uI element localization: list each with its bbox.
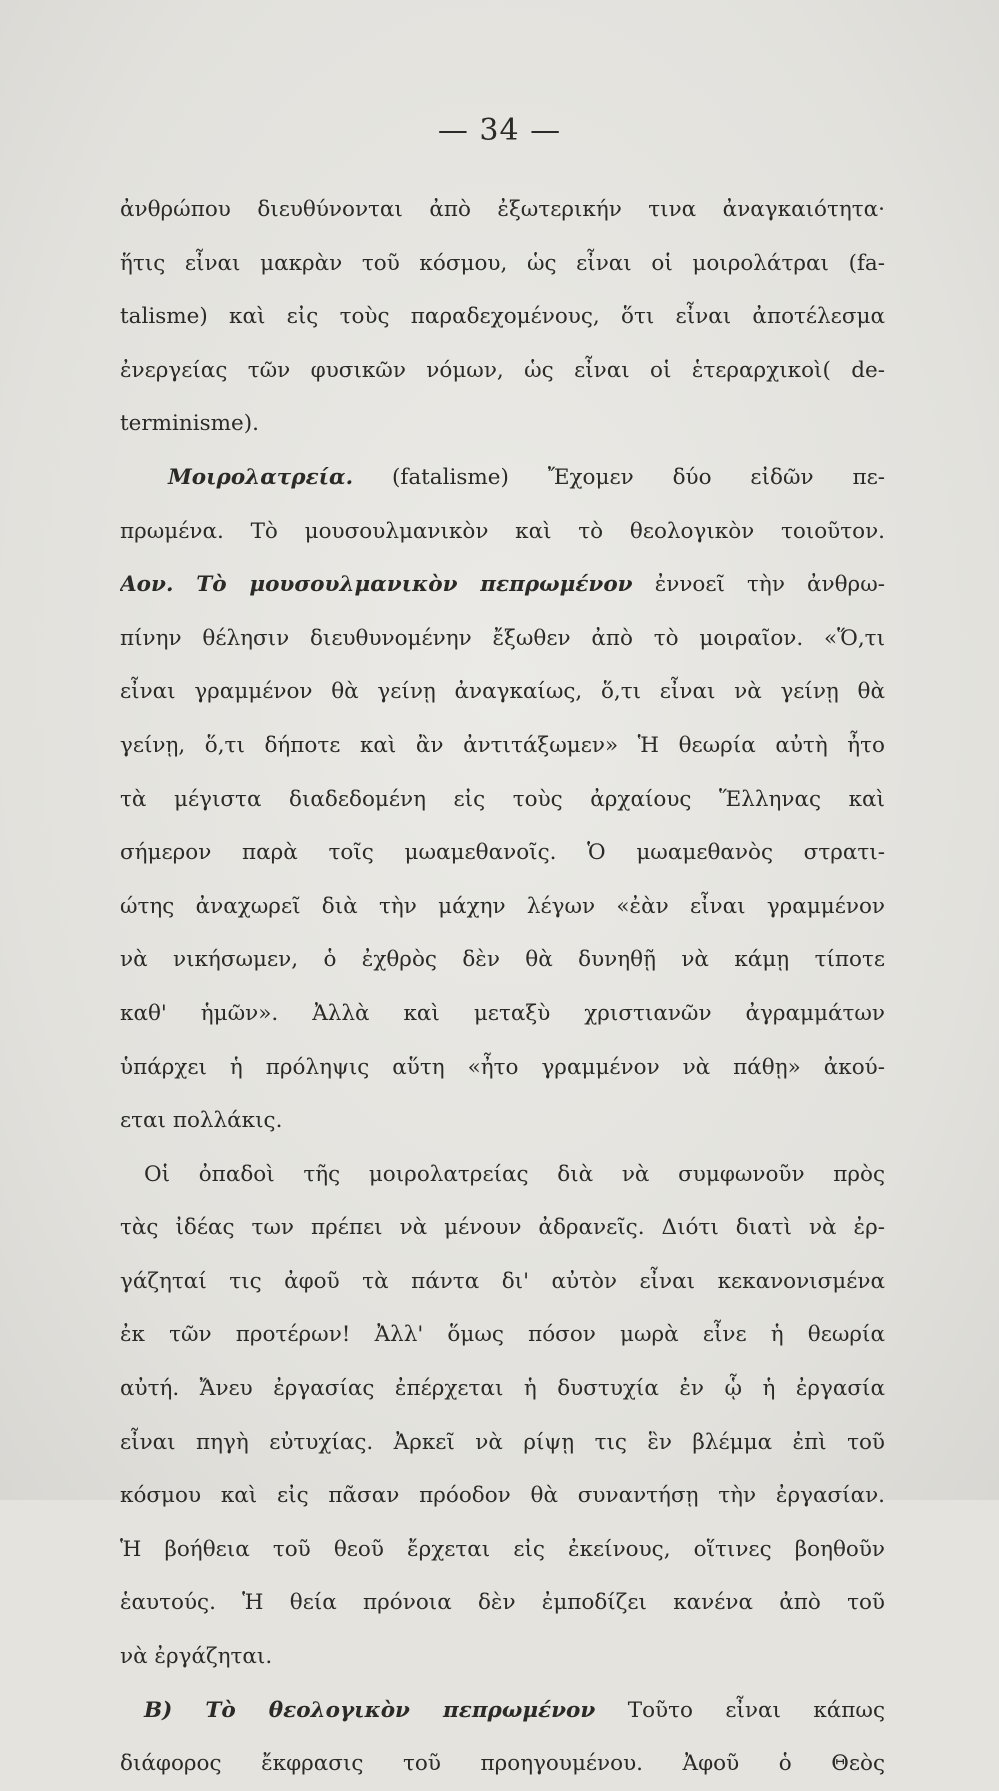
text-line: νὰ ἐργάζηται.	[120, 1644, 273, 1670]
page-number: — 34 —	[437, 113, 562, 148]
text-line: Ἡ βοήθεια τοῦ θεοῦ ἔρχεται εἰς ἐκείνους, οἵτινες βοηθοῦν	[120, 1536, 885, 1562]
text-line: ἐνεργείας τῶν φυσικῶν νόμων, ὡς εἶναι οἱ ἑτεραρχικοὶ( de-	[120, 357, 885, 383]
text-line: ὑπάρχει ἡ πρόληψις αὕτη «ἦτο γραμμένον νὰ πάθῃ» ἀκού-	[120, 1054, 885, 1080]
text-line: ἀνθρώπου διευθύνονται ἀπὸ ἐξωτερικήν τινα ἀναγκαιότητα·	[120, 197, 885, 222]
text-line: εἶναι πηγὴ εὐτυχίας. Ἀρκεῖ νὰ ρίψῃ τις ἓν βλέμμα ἐπὶ τοῦ	[120, 1429, 885, 1455]
section-heading-line: Β) Τὸ θεολογικὸν πεπρωμένον Τοῦτο εἶναι κάπως	[144, 1697, 885, 1723]
text-line: τὰ μέγιστα διαδεδομένη εἰς τοὺς ἀρχαίους Ἕλληνας καὶ	[120, 786, 885, 812]
text-line: γείνῃ, ὅ,τι δήποτε καὶ ἂν ἀντιτάξωμεν» Ἡ θεωρία αὐτὴ ἦτο	[120, 732, 885, 758]
text-line: πίνην θέλησιν διευθυνομένην ἔξωθεν ἀπὸ τὸ μοιραῖον. «Ὅ,τι	[120, 625, 885, 651]
text-line: Οἱ ὀπαδοὶ τῆς μοιρολατρείας διὰ νὰ συμφωνοῦν πρὸς	[144, 1161, 885, 1187]
text-line: terminisme).	[120, 411, 259, 437]
text-line: ἐκ τῶν προτέρων! Ἀλλ' ὅμως πόσον μωρὰ εἶνε ἡ θεωρία	[120, 1322, 885, 1348]
text-line: εἶναι γραμμένον θὰ γείνῃ ἀναγκαίως, ὅ,τι εἶναι νὰ γείνῃ θὰ	[120, 679, 885, 705]
text-line: αὐτή. Ἄνευ ἐργασίας ἐπέρχεται ἡ δυστυχία ἐν ᾧ ἡ ἐργασία	[120, 1376, 885, 1402]
text-line: σήμερον παρὰ τοῖς μωαμεθανοῖς. Ὁ μωαμεθανὸς στρατι-	[120, 840, 885, 866]
text-line: talisme) καὶ εἰς τοὺς παραδεχομένους, ὅτι εἶναι ἀποτέλεσμα	[120, 304, 885, 330]
text-line: καθ' ἡμῶν». Ἀλλὰ καὶ μεταξὺ χριστιανῶν ἀγραμμάτων	[120, 1000, 885, 1026]
text-line: διάφορος ἔκφρασις τοῦ προηγουμένου. Ἀφοῦ ὁ Θεὸς	[120, 1751, 885, 1777]
text-line: κόσμου καὶ εἰς πᾶσαν πρόοδον θὰ συναντήσῃ τὴν ἐργασίαν.	[120, 1483, 885, 1509]
text-line: νὰ νικήσωμεν, ὁ ἐχθρὸς δὲν θὰ δυνηθῇ νὰ κάμῃ τίποτε	[120, 947, 885, 973]
text-line: ἑαυτούς. Ἡ θεία πρόνοια δὲν ἐμποδίζει κανένα ἀπὸ τοῦ	[120, 1590, 885, 1616]
heading-fatalism: Μοιρολατρεία.	[168, 464, 354, 490]
section-heading-line: Μοιρολατρεία. (fatalisme) Ἔχομεν δύο εἰδῶν πε-	[168, 464, 885, 490]
text-line: ἥτις εἶναι μακρὰν τοῦ κόσμου, ὡς εἶναι οἱ μοιρολάτραι (fa-	[120, 250, 885, 276]
text-line: εται πολλάκις.	[120, 1108, 283, 1134]
body-text	[120, 183, 885, 1791]
text-line: γάζηταί τις ἀφοῦ τὰ πάντα δι' αὐτὸν εἶναι κεκανονισμένα	[120, 1268, 885, 1294]
text-line: πρωμένα. Τὸ μουσουλμανικὸν καὶ τὸ θεολογικὸν τοιοῦτον.	[120, 518, 885, 544]
text-line: ώτης ἀναχωρεῖ διὰ τὴν μάχην λέγων «ἐὰν εἶναι γραμμένον	[120, 893, 885, 919]
heading-muslim-fate: Αον. Τὸ μουσουλμανικὸν πεπρωμένον	[120, 572, 633, 598]
section-heading-line: Αον. Τὸ μουσουλμανικὸν πεπρωμένον ἐννοεῖ τὴν ἀνθρω-	[120, 572, 885, 598]
text-line: τὰς ἰδέας των πρέπει νὰ μένουν ἀδρανεῖς. Διότι διατὶ νὰ ἐρ-	[120, 1215, 885, 1241]
heading-theological-fate: Β) Τὸ θεολογικὸν πεπρωμένον	[144, 1697, 596, 1723]
